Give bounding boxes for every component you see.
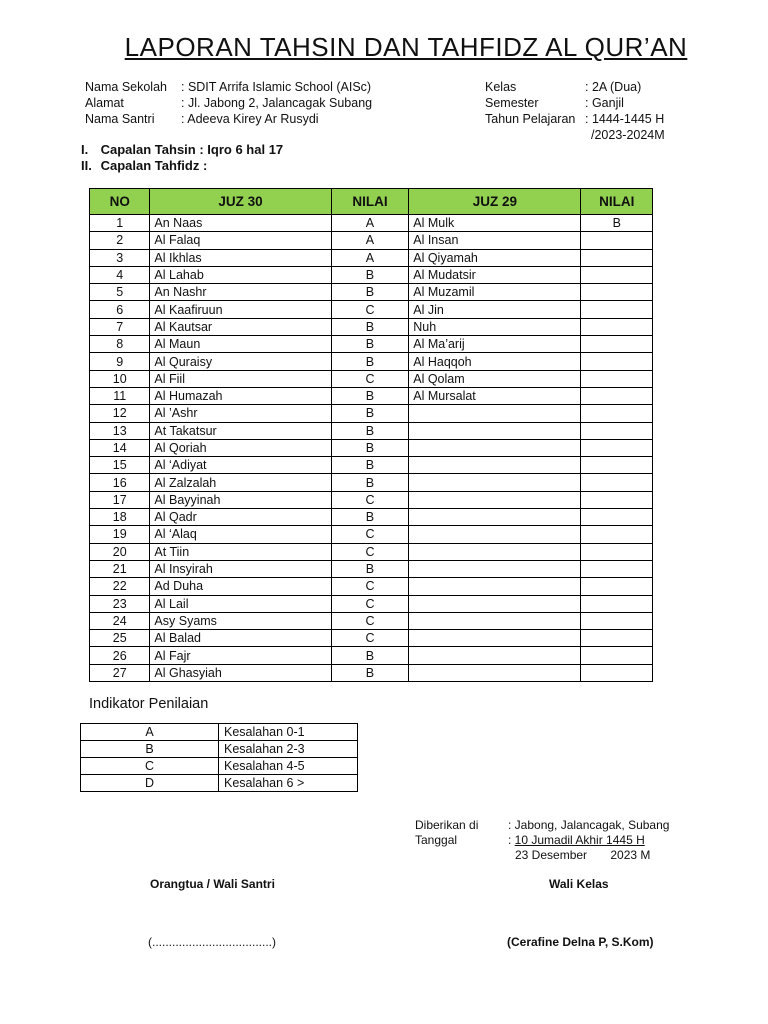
- juz30-grade: B: [331, 336, 409, 353]
- juz29-grade: [581, 612, 653, 629]
- row-number: 9: [90, 353, 150, 370]
- col-header-juz29: JUZ 29: [409, 189, 581, 215]
- tahfidz-table: [89, 188, 653, 682]
- section-text: Capalan Tahfidz :: [100, 158, 208, 173]
- juz29-surah: [409, 560, 581, 577]
- juz30-surah: Al Kaafiruun: [150, 301, 331, 318]
- table-row: [90, 266, 653, 283]
- juz30-surah: At Tiin: [150, 543, 331, 560]
- col-header-juz30: JUZ 30: [150, 189, 331, 215]
- indicator-body: [81, 724, 358, 792]
- juz29-grade: [581, 491, 653, 508]
- row-number: 24: [90, 612, 150, 629]
- juz29-surah: Nuh: [409, 318, 581, 335]
- juz30-grade: B: [331, 422, 409, 439]
- juz30-surah: Al ‘Alaq: [150, 526, 331, 543]
- indicator-description: Kesalahan 0-1: [219, 724, 358, 741]
- row-number: 8: [90, 336, 150, 353]
- juz29-surah: [409, 491, 581, 508]
- juz30-grade: C: [331, 595, 409, 612]
- indicator-row: [81, 758, 358, 775]
- juz29-grade: [581, 578, 653, 595]
- student-info-left: [85, 79, 372, 127]
- issue-date-row: [415, 833, 669, 848]
- juz29-grade: [581, 439, 653, 456]
- table-header-row: [90, 189, 653, 215]
- juz30-grade: C: [331, 491, 409, 508]
- juz29-surah: [409, 474, 581, 491]
- juz29-grade: [581, 526, 653, 543]
- row-number: 18: [90, 509, 150, 526]
- row-number: 7: [90, 318, 150, 335]
- juz30-surah: At Takatsur: [150, 422, 331, 439]
- row-number: 14: [90, 439, 150, 456]
- juz30-grade: B: [331, 560, 409, 577]
- juz29-grade: [581, 249, 653, 266]
- issue-date-masehi-row: [415, 848, 669, 863]
- juz30-surah: Al Humazah: [150, 387, 331, 404]
- juz29-grade: [581, 370, 653, 387]
- col-header-nilai-juz30: NILAI: [331, 189, 409, 215]
- table-row: [90, 647, 653, 664]
- table-row: [90, 318, 653, 335]
- table-row: [90, 491, 653, 508]
- juz29-grade: B: [581, 215, 653, 232]
- row-number: 19: [90, 526, 150, 543]
- juz29-grade: [581, 647, 653, 664]
- indicator-description: Kesalahan 4-5: [219, 758, 358, 775]
- table-row: [90, 664, 653, 681]
- juz30-grade: B: [331, 318, 409, 335]
- table-row: [90, 578, 653, 595]
- table-row: [90, 526, 653, 543]
- parent-signature-title: Orangtua / Wali Santri: [150, 877, 275, 891]
- juz30-grade: B: [331, 647, 409, 664]
- table-row: [90, 509, 653, 526]
- info-row-semester: [485, 95, 665, 111]
- indicator-row: [81, 724, 358, 741]
- juz30-grade: A: [331, 249, 409, 266]
- info-row-class: [485, 79, 665, 95]
- juz30-surah: Al Insyirah: [150, 560, 331, 577]
- juz30-grade: B: [331, 405, 409, 422]
- table-row: [90, 387, 653, 404]
- juz30-surah: Al ’Ashr: [150, 405, 331, 422]
- row-number: 15: [90, 457, 150, 474]
- indicator-grade: D: [81, 775, 219, 792]
- juz29-surah: Al Muzamil: [409, 284, 581, 301]
- juz29-grade: [581, 405, 653, 422]
- info-label: Kelas: [485, 80, 517, 94]
- juz29-surah: [409, 526, 581, 543]
- table-row: [90, 560, 653, 577]
- juz30-surah: Asy Syams: [150, 612, 331, 629]
- juz29-surah: [409, 647, 581, 664]
- row-number: 22: [90, 578, 150, 595]
- juz30-surah: An Nashr: [150, 284, 331, 301]
- info-value: : Adeeva Kirey Ar Rusydi: [181, 112, 319, 126]
- indicator-description: Kesalahan 6 >: [219, 775, 358, 792]
- juz29-grade: [581, 232, 653, 249]
- juz30-surah: Al Bayyinah: [150, 491, 331, 508]
- juz30-grade: C: [331, 578, 409, 595]
- section-text: Capalan Tahsin : Iqro 6 hal 17: [100, 142, 284, 157]
- info-label: Tahun Pelajaran: [485, 112, 576, 126]
- info-value: : SDIT Arrifa Islamic School (AISc): [181, 80, 372, 94]
- info-row-student: [85, 111, 372, 127]
- juz29-surah: Al Haqqoh: [409, 353, 581, 370]
- row-number: 5: [90, 284, 150, 301]
- col-header-no: NO: [90, 189, 150, 215]
- juz29-surah: Al Jin: [409, 301, 581, 318]
- section-number: I.: [81, 142, 89, 157]
- table-row: [90, 612, 653, 629]
- table-body: [90, 215, 653, 682]
- row-number: 16: [90, 474, 150, 491]
- table-row: [90, 370, 653, 387]
- issue-place-label: Diberikan di: [415, 818, 479, 832]
- teacher-signature-name: (Cerafine Delna P, S.Kom): [507, 935, 654, 949]
- juz29-surah: Al Mursalat: [409, 387, 581, 404]
- juz30-surah: Al Qoriah: [150, 439, 331, 456]
- table-row: [90, 353, 653, 370]
- info-label: Semester: [485, 96, 539, 110]
- row-number: 11: [90, 387, 150, 404]
- page-title: LAPORAN TAHSIN DAN TAHFIDZ AL QUR’AN: [124, 32, 688, 62]
- info-value: : Jl. Jabong 2, Jalancagak Subang: [181, 96, 373, 110]
- juz29-grade: [581, 664, 653, 681]
- table-row: [90, 405, 653, 422]
- juz30-surah: Al Kautsar: [150, 318, 331, 335]
- table-row: [90, 232, 653, 249]
- achievement-section: [81, 142, 283, 174]
- juz30-grade: B: [331, 509, 409, 526]
- issue-place-row: [415, 818, 669, 833]
- teacher-signature-title: Wali Kelas: [549, 877, 609, 891]
- row-number: 6: [90, 301, 150, 318]
- table-row: [90, 439, 653, 456]
- juz30-grade: B: [331, 284, 409, 301]
- juz30-grade: C: [331, 630, 409, 647]
- juz30-grade: B: [331, 457, 409, 474]
- row-number: 3: [90, 249, 150, 266]
- info-value: /2023-2024M: [591, 128, 665, 142]
- indicator-description: Kesalahan 2-3: [219, 741, 358, 758]
- row-number: 12: [90, 405, 150, 422]
- juz30-surah: Al Maun: [150, 336, 331, 353]
- issue-date-masehi: 23 Desember 2023 M: [515, 848, 651, 862]
- row-number: 26: [90, 647, 150, 664]
- juz29-grade: [581, 422, 653, 439]
- juz30-grade: B: [331, 266, 409, 283]
- student-info-right: [485, 79, 665, 143]
- juz29-surah: [409, 595, 581, 612]
- juz29-grade: [581, 301, 653, 318]
- juz29-grade: [581, 284, 653, 301]
- juz29-surah: [409, 422, 581, 439]
- juz29-grade: [581, 560, 653, 577]
- row-number: 13: [90, 422, 150, 439]
- indicator-title: Indikator Penilaian: [89, 696, 209, 712]
- row-number: 1: [90, 215, 150, 232]
- row-number: 4: [90, 266, 150, 283]
- juz29-surah: Al Insan: [409, 232, 581, 249]
- table-row: [90, 422, 653, 439]
- indicator-table: [80, 723, 358, 792]
- juz29-surah: [409, 457, 581, 474]
- row-number: 23: [90, 595, 150, 612]
- section-number: II.: [81, 158, 92, 173]
- indicator-row: [81, 775, 358, 792]
- juz30-surah: Al Qadr: [150, 509, 331, 526]
- juz29-grade: [581, 318, 653, 335]
- juz29-grade: [581, 353, 653, 370]
- juz29-surah: [409, 664, 581, 681]
- indicator-row: [81, 741, 358, 758]
- juz30-grade: A: [331, 215, 409, 232]
- juz29-grade: [581, 474, 653, 491]
- juz30-grade: B: [331, 387, 409, 404]
- juz30-grade: B: [331, 439, 409, 456]
- table-row: [90, 249, 653, 266]
- juz29-grade: [581, 630, 653, 647]
- row-number: 20: [90, 543, 150, 560]
- table-row: [90, 630, 653, 647]
- table-row: [90, 543, 653, 560]
- juz29-grade: [581, 336, 653, 353]
- info-label: Nama Santri: [85, 112, 155, 126]
- tahsin-achievement: [81, 142, 283, 158]
- juz30-grade: C: [331, 301, 409, 318]
- issue-details: [415, 818, 669, 863]
- row-number: 17: [90, 491, 150, 508]
- table-row: [90, 457, 653, 474]
- juz30-surah: Al Fiil: [150, 370, 331, 387]
- juz30-surah: Al Lail: [150, 595, 331, 612]
- juz30-grade: C: [331, 612, 409, 629]
- row-number: 21: [90, 560, 150, 577]
- juz30-surah: An Naas: [150, 215, 331, 232]
- juz30-grade: B: [331, 474, 409, 491]
- juz29-surah: [409, 578, 581, 595]
- juz29-surah: Al Qiyamah: [409, 249, 581, 266]
- juz30-surah: Ad Duha: [150, 578, 331, 595]
- juz30-surah: Al Falaq: [150, 232, 331, 249]
- juz30-grade: C: [331, 370, 409, 387]
- info-label: Alamat: [85, 96, 124, 110]
- indicator-grade: A: [81, 724, 219, 741]
- juz30-grade: A: [331, 232, 409, 249]
- juz30-grade: C: [331, 543, 409, 560]
- table-row: [90, 336, 653, 353]
- juz30-surah: Al Lahab: [150, 266, 331, 283]
- juz29-grade: [581, 509, 653, 526]
- juz29-grade: [581, 543, 653, 560]
- issue-place-value: : Jabong, Jalancagak, Subang: [508, 818, 670, 832]
- info-row-school: [85, 79, 372, 95]
- juz30-surah: Al ‘Adiyat: [150, 457, 331, 474]
- juz29-surah: Al Ma’arij: [409, 336, 581, 353]
- table-row: [90, 474, 653, 491]
- table-row: [90, 301, 653, 318]
- row-number: 25: [90, 630, 150, 647]
- juz29-grade: [581, 387, 653, 404]
- juz29-surah: [409, 612, 581, 629]
- info-value: : 2A (Dua): [585, 80, 642, 94]
- table-row: [90, 284, 653, 301]
- row-number: 2: [90, 232, 150, 249]
- issue-date-colon: :: [508, 833, 515, 847]
- juz29-grade: [581, 457, 653, 474]
- issue-date-hijri: 10 Jumadil Akhir 1445 H: [514, 833, 645, 847]
- juz30-grade: C: [331, 526, 409, 543]
- row-number: 27: [90, 664, 150, 681]
- juz29-surah: [409, 543, 581, 560]
- juz30-surah: Al Quraisy: [150, 353, 331, 370]
- juz29-surah: Al Mudatsir: [409, 266, 581, 283]
- parent-signature-name: (....................................): [148, 935, 277, 949]
- tahfidz-achievement: [81, 158, 283, 174]
- col-header-nilai-juz29: NILAI: [581, 189, 653, 215]
- juz30-surah: Al Ikhlas: [150, 249, 331, 266]
- juz29-surah: [409, 509, 581, 526]
- info-value: : Ganjil: [585, 96, 624, 110]
- table-row: [90, 595, 653, 612]
- juz29-surah: Al Mulk: [409, 215, 581, 232]
- indicator-grade: C: [81, 758, 219, 775]
- info-value: : 1444-1445 H: [585, 112, 665, 126]
- indicator-grade: B: [81, 741, 219, 758]
- info-row-year: [485, 111, 665, 127]
- issue-date-label: Tanggal: [415, 833, 458, 847]
- row-number: 10: [90, 370, 150, 387]
- juz29-surah: [409, 439, 581, 456]
- info-row-address: [85, 95, 372, 111]
- juz30-surah: Al Ghasyiah: [150, 664, 331, 681]
- juz30-surah: Al Zalzalah: [150, 474, 331, 491]
- juz30-surah: Al Balad: [150, 630, 331, 647]
- juz30-grade: B: [331, 664, 409, 681]
- info-row-year-extra: [485, 127, 665, 143]
- juz29-surah: [409, 630, 581, 647]
- juz29-grade: [581, 266, 653, 283]
- juz29-surah: Al Qolam: [409, 370, 581, 387]
- table-row: [90, 215, 653, 232]
- juz30-surah: Al Fajr: [150, 647, 331, 664]
- juz29-grade: [581, 595, 653, 612]
- juz30-grade: B: [331, 353, 409, 370]
- info-label: Nama Sekolah: [85, 80, 167, 94]
- juz29-surah: [409, 405, 581, 422]
